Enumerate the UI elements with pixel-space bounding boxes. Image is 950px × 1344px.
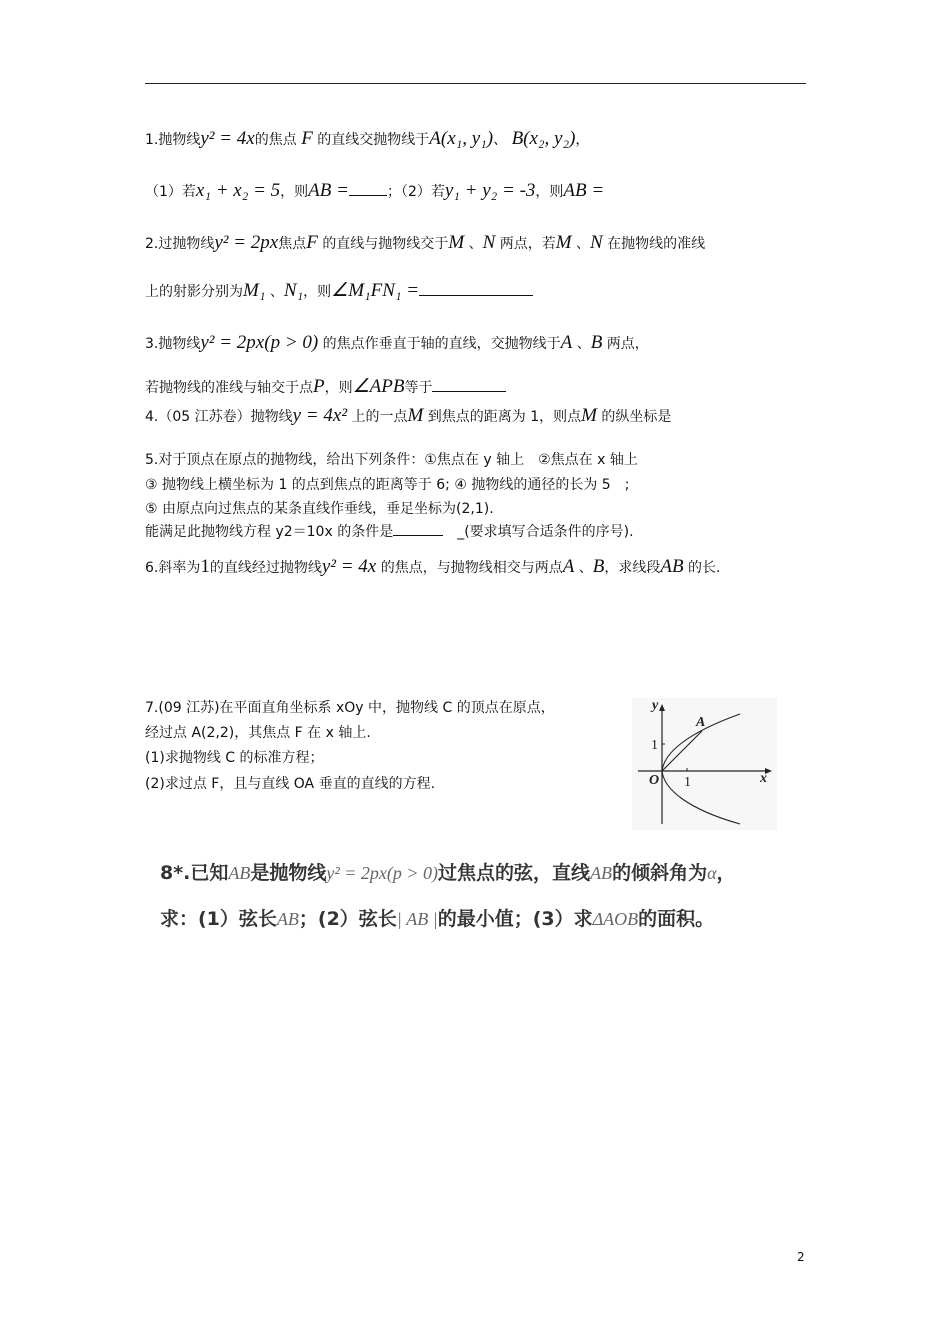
q3-line1 bbox=[145, 332, 649, 355]
q4-text: 到焦点的距离为 1，则点 bbox=[427, 409, 582, 425]
q2-equation: y² = 2px bbox=[214, 232, 279, 253]
q2-point-n1: N₁ bbox=[283, 280, 304, 301]
q2-text: 2.过抛物线 bbox=[145, 236, 215, 252]
q8-text: 过焦点的弦，直线 bbox=[438, 862, 591, 884]
q2-text: 在抛物线的准线 bbox=[607, 236, 706, 252]
q1-text: 的焦点 bbox=[254, 132, 297, 148]
q6-text: 的长. bbox=[688, 560, 721, 576]
q8-text: 是抛物线 bbox=[250, 862, 327, 884]
answer-blank[interactable] bbox=[393, 535, 443, 536]
q2-text: 上的射影分别为 bbox=[145, 284, 243, 300]
q3-text: 两点， bbox=[606, 336, 649, 352]
q4-equation: y = 4x² bbox=[292, 405, 348, 426]
q6-text: 的直线经过抛物线 bbox=[209, 560, 322, 576]
q8-text: ， bbox=[716, 862, 736, 884]
q8-chord-ab: AB bbox=[228, 863, 251, 883]
q1-equation: y² = 4x bbox=[200, 128, 255, 149]
q2-angle: ∠M₁FN₁ = bbox=[331, 280, 420, 301]
q5-line4 bbox=[145, 524, 634, 541]
q4-text: 的纵坐标是 bbox=[601, 409, 672, 425]
q8-line2 bbox=[160, 904, 714, 931]
q5-line2: ③ 抛物线上横坐标为 1 的点到焦点的距离等于 6; ④ 抛物线的通径的长为 5 ; bbox=[145, 477, 630, 493]
q3-point-p: P bbox=[313, 376, 325, 397]
x-tick-label: 1 bbox=[684, 775, 691, 790]
separator: 、 bbox=[493, 132, 508, 148]
q7-line4: (2)求过点 F，且与直线 OA 垂直的直线的方程. bbox=[145, 776, 436, 792]
q4-text: 4.（05 江苏卷）抛物线 bbox=[145, 409, 293, 425]
q1-answer-2: AB = bbox=[563, 180, 605, 201]
q3-point-a: A bbox=[560, 332, 573, 353]
q2-point-m: M bbox=[555, 232, 572, 253]
q3-text: 3.抛物线 bbox=[145, 336, 201, 352]
q1-text: ，则 bbox=[535, 184, 564, 200]
q2-line1 bbox=[145, 232, 705, 255]
q1-point-a: A(x₁, y₁) bbox=[429, 128, 494, 149]
q5-text: _(要求填写合适条件的序号). bbox=[457, 524, 634, 540]
q2-point-n: N bbox=[590, 232, 603, 253]
q6-segment-ab: AB bbox=[660, 556, 684, 577]
q3-text: 等于 bbox=[404, 380, 433, 396]
q4-line bbox=[145, 405, 671, 428]
q1-text: ，则 bbox=[280, 184, 309, 200]
q1-sub1-prefix: （1）若 bbox=[145, 184, 196, 200]
q3-text: 若抛物线的准线与轴交于点 bbox=[145, 380, 313, 396]
answer-blank[interactable] bbox=[349, 195, 387, 196]
q3-angle: ∠APB bbox=[352, 376, 405, 397]
q5-line3: ⑤ 由原点向过焦点的某条直线作垂线，垂足坐标为(2,1). bbox=[145, 501, 494, 517]
q4-point-m: M bbox=[581, 405, 597, 426]
q6-point-b: B bbox=[592, 556, 605, 577]
page-number: 2 bbox=[797, 1250, 805, 1264]
q8-text: 的面积。 bbox=[638, 908, 715, 930]
q6-text: ，求线段 bbox=[604, 560, 661, 576]
q8-line1 bbox=[160, 858, 736, 885]
q8-chord-ab: AB bbox=[276, 909, 299, 929]
q6-line bbox=[145, 556, 721, 579]
q2-point-m1: M₁ bbox=[243, 280, 266, 301]
q8-text: 8*.已知 bbox=[160, 862, 229, 884]
q2-text: 焦点 bbox=[278, 236, 307, 252]
q3-equation: y² = 2px(p > 0) bbox=[200, 332, 319, 353]
q1-focus: F bbox=[301, 128, 313, 149]
q6-slope: 1 bbox=[200, 556, 210, 577]
q2-text: 的直线与抛物线交于 bbox=[322, 236, 449, 252]
q3-text: 的焦点作垂直于轴的直线，交抛物线于 bbox=[322, 336, 561, 352]
separator: 、 bbox=[468, 236, 483, 252]
q8-text: 的最小值；(3）求 bbox=[437, 908, 593, 930]
q8-text: ；(2）弦长 bbox=[298, 908, 397, 930]
answer-blank[interactable] bbox=[432, 391, 506, 392]
q1-answer-1: AB = bbox=[308, 180, 349, 201]
q2-focus: F bbox=[306, 232, 318, 253]
q7-line1: 7.(09 江苏)在平面直角坐标系 xOy 中，抛物线 C 的顶点在原点， bbox=[145, 700, 555, 716]
q1-line1 bbox=[145, 128, 589, 151]
q2-point-m: M bbox=[448, 232, 465, 253]
q6-text: 的焦点，与抛物线相交与两点 bbox=[380, 560, 563, 576]
q1-line2 bbox=[145, 180, 604, 203]
q4-text: 上的一点 bbox=[351, 409, 408, 425]
x-axis-label: x bbox=[760, 771, 767, 786]
q1-sub2-prefix: ；（2）若 bbox=[386, 184, 445, 200]
q8-angle-alpha: α bbox=[707, 863, 717, 883]
q2-text: ，则 bbox=[303, 284, 332, 300]
q3-point-b: B bbox=[590, 332, 603, 353]
q2-line2 bbox=[145, 280, 533, 303]
separator: 、 bbox=[576, 336, 591, 352]
answer-blank[interactable] bbox=[419, 295, 533, 296]
separator: 、 bbox=[578, 560, 593, 576]
q1-condition-1: x₁ + x₂ = 5 bbox=[195, 180, 281, 201]
q6-text: 6.斜率为 bbox=[145, 560, 201, 576]
q2-point-n: N bbox=[482, 232, 496, 253]
q7-line3: (1)求抛物线 C 的标准方程； bbox=[145, 750, 324, 766]
parabola-graph bbox=[632, 698, 777, 830]
separator: 、 bbox=[576, 236, 591, 252]
q8-triangle: ΔAOB bbox=[592, 909, 639, 929]
y-tick-label: 1 bbox=[651, 738, 658, 753]
q3-text: ，则 bbox=[324, 380, 353, 396]
q1-text: 1.抛物线 bbox=[145, 132, 201, 148]
separator: ， bbox=[575, 132, 590, 148]
q2-text: 两点，若 bbox=[499, 236, 556, 252]
origin-label: O bbox=[649, 773, 660, 788]
q8-text: 求：(1）弦长 bbox=[160, 908, 277, 930]
q6-equation: y² = 4x bbox=[321, 556, 377, 577]
q5-text: 能满足此抛物线方程 y2＝10x 的条件是 bbox=[145, 524, 394, 540]
separator: 、 bbox=[269, 284, 284, 300]
q8-text: 的倾斜角为 bbox=[612, 862, 708, 884]
q8-abs-ab: | AB | bbox=[396, 909, 438, 929]
q3-line2 bbox=[145, 376, 506, 399]
y-axis-label: y bbox=[652, 698, 659, 713]
q8-chord-ab: AB bbox=[590, 863, 613, 883]
q1-text: 的直线交抛物线于 bbox=[317, 132, 430, 148]
q4-point-m: M bbox=[407, 405, 424, 426]
q6-point-a: A bbox=[562, 556, 575, 577]
q8-equation: y² = 2px(p > 0) bbox=[326, 863, 439, 883]
point-a-label: A bbox=[696, 715, 706, 730]
q1-condition-2: y₁ + y₂ = -3 bbox=[444, 180, 536, 201]
q5-line1: 5.对于顶点在原点的抛物线，给出下列条件：①焦点在 y 轴上 ②焦点在 x 轴上 bbox=[145, 452, 638, 468]
header-rule bbox=[145, 83, 806, 84]
q1-point-b: B(x₂, y₂) bbox=[511, 128, 576, 149]
q7-line2: 经过点 A(2,2)，其焦点 F 在 x 轴上. bbox=[145, 725, 371, 741]
